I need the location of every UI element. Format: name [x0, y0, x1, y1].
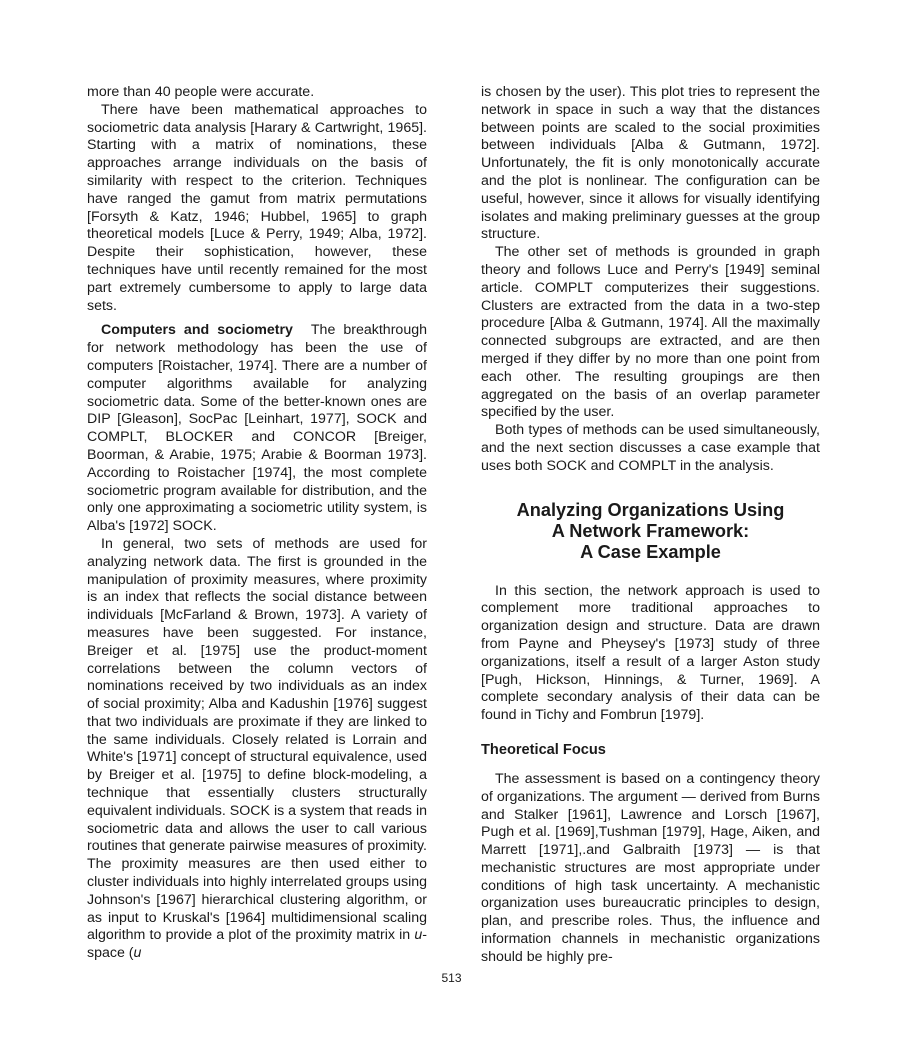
left-column: [87, 84, 427, 963]
paragraph: Both types of methods can be used simultaneously, and the next section discusses a case example that uses both SOCK and COMPLT in the analysis.: [481, 422, 820, 474]
run-in-heading: Computers and sociometry: [101, 322, 293, 339]
page-number: 513: [441, 971, 462, 985]
paragraph: The other set of methods is grounded in graph theory and follows Luce and Perry's [1949] seminal article. COMPLT computerizes their suggestions. Clusters are extracted from the data in a two-step procedure [Alba & Gutmann, 1974]. All the maximally connected subgroups are extracted, and are then merged if they differ by no more than one point from each other. The resulting groupings are then aggregated on the basis of an overlap parameter specified by the user.: [481, 244, 820, 421]
section-heading: Analyzing Organizations Using A Network Framework: A Case Example: [516, 499, 785, 562]
paragraph: In this section, the network approach is used to complement more traditional approaches to organization design and structure. Data are drawn from Payne and Pheysey's [1973] study of three organizations, itself a result of a larger Aston study [Pugh, Hickson, Hinnings, & Turner, 1969]. A complete secondary analysis of their data can be found in Tichy and Fombrun [1979].: [481, 582, 820, 724]
paragraph-text: The breakthrough for network methodology has been the use of computers [Roistacher, 1974]. There are a number of computer algorithms available for analyzing sociometric data. Some of the better-known ones are DIP [Gleason], SocPac [Leinhart, 1977], SOCK and COMPLT, BLOCKER and CONCOR [Breiger, Boorman, & Arabie, 1975; Arabie & Boorman 1973]. According to Roistacher [1974], the most complete sociometric program available for distribution, and the only one approximating a sociometric utility system, is Alba's [1972] SOCK.: [87, 322, 427, 535]
subheading-theoretical-focus: Theoretical Focus: [481, 741, 606, 758]
paragraph: more than 40 people were accurate.: [87, 84, 315, 100]
paragraph: is chosen by the user). This plot tries to represent the network in space in such a way that the distances between points are scaled to the social proximities between individuals [Alba & Gutmann, 1972]. Unfortunately, the fit is only monotonically accurate and the plot is nonlinear. The configuration can be useful, however, since it allows for visually identifying isolates and making preliminary guesses at the group structure.: [481, 84, 820, 243]
paragraph: The assessment is based on a contingency theory of organizations. The argument — derived from Burns and Stalker [1961], Lawrence and Lorsch [1967], Pugh et al. [1969],Tushman [1979], Hage, Aiken, and Marrett [1971],.and Galbraith [1973] — is that mechanistic structures are most appropriate under conditions of high task uncertainty. A mechanistic organization uses bureaucratic principles to design, plan, and prescribe roles. Thus, the influence and information channels in mechanistic organizations should be highly pre-: [481, 770, 820, 965]
paragraph-computers-sociometry: [87, 322, 427, 536]
paragraph: There have been mathematical approaches to sociometric data analysis [Harary & Cartwright, 1965]. Starting with a matrix of nominations, these approaches arrange individuals on the basis of similarity with respect to the criterion. Techniques have ranged the gamut from matrix permutations [Forsyth & Katz, 1946; Hubbel, 1965] to graph theoretical models [Luce & Perry, 1949; Alba, 1972]. Despite their sophistication, however, these techniques have until recently remained for the most part extremely cumbersome to apply to large data sets.: [87, 101, 427, 314]
right-column: [481, 84, 820, 967]
paragraph: In general, two sets of methods are used for analyzing network data. The first is grounded in the manipulation of proximity measures, where proximity is an index that reflects the social distance between individuals [McFarland & Brown, 1973]. A variety of measures have been suggested. For instance, Breiger et al. [1975] use the product-moment correlations between the column vectors of nominations received by two individuals as an index of social proximity; Alba and Kadushin [1976] suggest that two individuals are proximate if they are linked to the same individuals. Closely related is Lorrain and White's [1971] concept of structural equivalence, used by Breiger et al. [1975] to define block-modeling, a technique that essentially clusters structurally equivalent individuals. SOCK is a system that reads in sociometric data and allows the user to call various routines that generate pairwise measures of proximity. The proximity measures are then used either to cluster individuals into highly interrelated groups using Johnson's [1967] hierarchical clustering algorithm, or as input to Kruskal's [1964] multidimensional scaling algorithm to provide a plot of the proximity matrix in u-space (u: [87, 535, 427, 962]
